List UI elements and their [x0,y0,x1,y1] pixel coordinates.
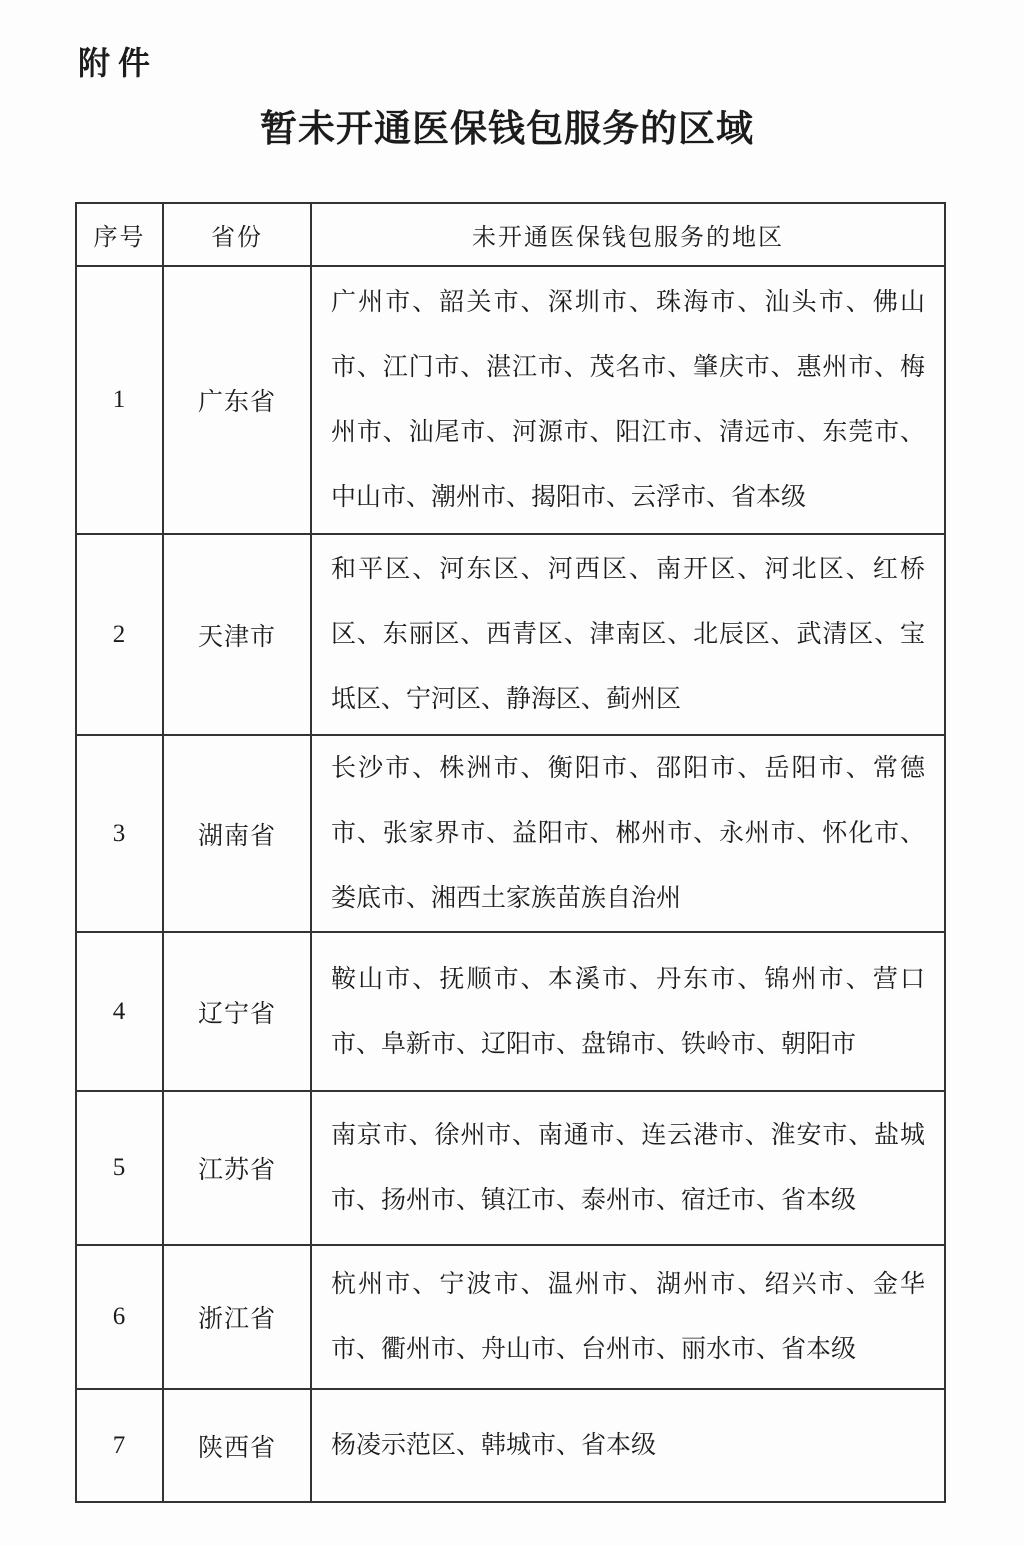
province-cell: 广东省 [163,266,311,534]
regions-cell: 杭州市、宁波市、温州市、湖州市、绍兴市、金华市、衢州市、舟山市、台州市、丽水市、省本级 [311,1245,945,1389]
table-row [76,735,945,932]
table-row [76,1091,945,1245]
regions-cell: 杨凌示范区、韩城市、省本级 [311,1389,945,1502]
table-row [76,266,945,534]
row-number: 6 [76,1245,163,1389]
regions-cell: 南京市、徐州市、南通市、连云港市、淮安市、盐城市、扬州市、镇江市、泰州市、宿迁市、省本级 [311,1091,945,1245]
regions-cell: 鞍山市、抚顺市、本溪市、丹东市、锦州市、营口市、阜新市、辽阳市、盘锦市、铁岭市、朝阳市 [311,932,945,1091]
table-row [76,1245,945,1389]
attachment-label: 附件 [78,45,159,81]
province-cell: 湖南省 [163,735,311,932]
header-serial-number: 序号 [76,203,163,266]
page-title: 暂未开通医保钱包服务的区域 [260,109,754,150]
row-number: 7 [76,1389,163,1502]
row-number: 1 [76,266,163,534]
province-cell: 浙江省 [163,1245,311,1389]
header-regions: 未开通医保钱包服务的地区 [311,203,945,266]
province-cell: 陕西省 [163,1389,311,1502]
table-row [76,1389,945,1502]
province-cell: 江苏省 [163,1091,311,1245]
row-number: 4 [76,932,163,1091]
header-province: 省份 [163,203,311,266]
row-number: 3 [76,735,163,932]
regions-cell: 和平区、河东区、河西区、南开区、河北区、红桥区、东丽区、西青区、津南区、北辰区、武清区、宝坻区、宁河区、静海区、蓟州区 [311,534,945,735]
table-row [76,932,945,1091]
regions-cell: 长沙市、株洲市、衡阳市、邵阳市、岳阳市、常德市、张家界市、益阳市、郴州市、永州市、怀化市、娄底市、湘西土家族苗族自治州 [311,735,945,932]
regions-cell: 广州市、韶关市、深圳市、珠海市、汕头市、佛山市、江门市、湛江市、茂名市、肇庆市、惠州市、梅州市、汕尾市、河源市、阳江市、清远市、东莞市、中山市、潮州市、揭阳市、云浮市、省本级 [311,266,945,534]
province-cell: 天津市 [163,534,311,735]
table-row [76,534,945,735]
province-cell: 辽宁省 [163,932,311,1091]
row-number: 2 [76,534,163,735]
table-header-row [76,203,945,266]
row-number: 5 [76,1091,163,1245]
regions-table [75,202,946,1503]
